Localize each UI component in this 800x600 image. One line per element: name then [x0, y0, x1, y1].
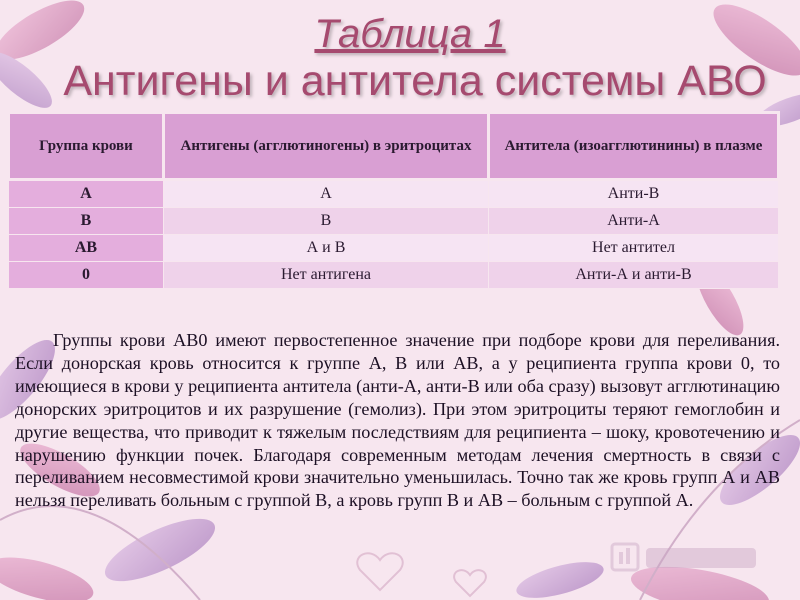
cell-group: 0	[9, 262, 164, 289]
header-antigens: Антигены (агглютиногены) в эритроцитах	[164, 113, 489, 180]
abo-table	[7, 111, 780, 289]
cell-group: А	[9, 180, 164, 208]
header-blood-group: Группа крови	[9, 113, 164, 180]
cell-antibody: Анти-А и анти-В	[489, 262, 779, 289]
cell-group: АВ	[9, 235, 164, 262]
table-row	[9, 180, 779, 208]
table-header-row	[9, 113, 779, 180]
watermark-logo-icon	[610, 540, 770, 580]
header-antibodies: Антитела (изоагглютинины) в плазме	[489, 113, 779, 180]
page-title: Таблица 1	[314, 12, 506, 56]
cell-antibody: Нет антител	[489, 235, 779, 262]
cell-antibody: Анти-А	[489, 208, 779, 235]
body-paragraph: Группы крови АВ0 имеют первостепенное значение при подборе крови для переливания. Если донорская кровь относится к группе А, В или АВ, а у реципиента группа крови 0, то имеющиеся в крови у реципиента антитела (анти-А, анти-В или оба сразу) вызовут агглютинацию донорских эритроцитов и их разрушение (гемолиз). При этом эритроциты теряют гемоглобин и другие вещества, что приводит к тяжелым последствиям для реципиента – шоку, кровотечению и нарушению функции почек. Благодаря современным методам лечения смертность в связи с переливанием несовместимой крови значительно уменьшилась. Точно так же кровь групп А и АВ нельзя переливать больным с группой В, а кровь групп В и АВ – больным с группой А.	[15, 330, 780, 511]
cell-group: В	[9, 208, 164, 235]
table-row	[9, 235, 779, 262]
cell-antigen: В	[164, 208, 489, 235]
cell-antigen: Нет антигена	[164, 262, 489, 289]
cell-antibody: Анти-В	[489, 180, 779, 208]
cell-antigen: А и В	[164, 235, 489, 262]
table-row	[9, 262, 779, 289]
page-subtitle: Антигены и антитела системы АВО	[63, 57, 767, 105]
table-row	[9, 208, 779, 235]
cell-antigen: А	[164, 180, 489, 208]
